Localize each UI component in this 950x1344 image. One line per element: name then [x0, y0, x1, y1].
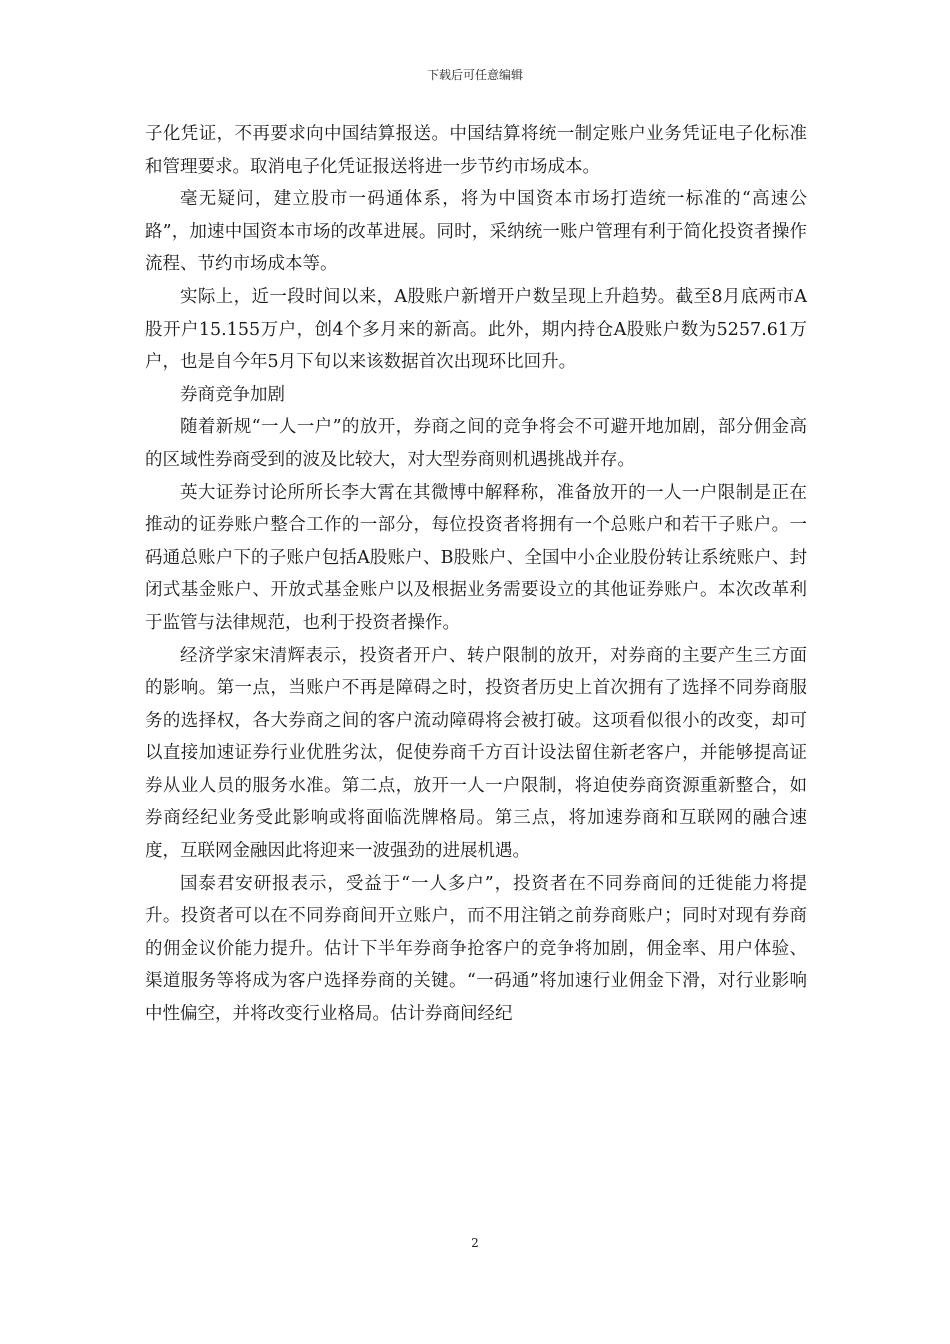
paragraph: 毫无疑问，建立股市一码通体系，将为中国资本市场打造统一标准的“高速公路”，加速中国资本市场的改革进展。同时，采纳统一账户管理有利于简化投资者操作流程、节约市场成本等。	[145, 189, 807, 275]
paragraph: 实际上，近一段时间以来，A股账户新增开户数呈现上升趋势。截至8月底两市A股开户15.155万户，创4个多月来的新高。此外，期内持仓A股账户数为5257.61万户，也是自今年5月下旬以来该数据首次出现环比回升。	[145, 286, 807, 373]
paragraph-continuation: 子化凭证，不再要求向中国结算报送。中国结算将统一制定账户业务凭证电子化标准和管理要求。取消电子化凭证报送将进一步节约市场成本。	[145, 124, 807, 177]
paragraph: 随着新规“一人一户”的放开，券商之间的竞争将会不可避开地加剧，部分佣金高的区域性券商受到的波及比较大，对大型券商则机遇挑战并存。	[145, 417, 807, 470]
section-heading: 券商竞争加剧	[180, 384, 285, 405]
paragraph: 国泰君安研报表示，受益于“一人多户”，投资者在不同券商间的迁徙能力将提升。投资者可以在不同券商间开立账户，而不用注销之前券商账户；同时对现有券商的佣金议价能力提升。估计下半年券商争抢客户的竞争将加剧，佣金率、用户体验、渠道服务等将成为客户选择券商的关键。“一码通”将加速行业佣金下滑，对行业影响中性偏空，并将改变行业格局。估计券商间经纪	[145, 873, 807, 1025]
paragraph: 英大证券讨论所所长李大霄在其微博中解释称，准备放开的一人一户限制是正在推动的证券账户整合工作的一部分，每位投资者将拥有一个总账户和若干子账户。一码通总账户下的子账户包括A股账户、B股账户、全国中小企业股份转让系统账户、封闭式基金账户、开放式基金账户以及根据业务需要设立的其他证券账户。本次改革利于监管与法律规范，也利于投资者操作。	[145, 482, 807, 633]
page-header: 下载后可任意编辑	[426, 68, 523, 82]
paragraph: 经济学家宋清辉表示，投资者开户、转户限制的放开，对券商的主要产生三方面的影响。第一点，当账户不再是障碍之时，投资者历史上首次拥有了选择不同券商服务的选择权，各大券商之间的客户流动障碍将会被打破。这项看似很小的改变，却可以直接加速证券行业优胜劣汰，促使券商千方百计设法留住新老客户，并能够提高证券从业人员的服务水准。第二点，放开一人一户限制，将迫使券商资源重新整合，如券商经纪业务受此影响或将面临洗牌格局。第三点，将加速券商和互联网的融合速度，互联网金融因此将迎来一波强劲的进展机遇。	[145, 645, 807, 862]
document-body	[145, 118, 807, 1031]
page-number: 2	[471, 1236, 479, 1250]
